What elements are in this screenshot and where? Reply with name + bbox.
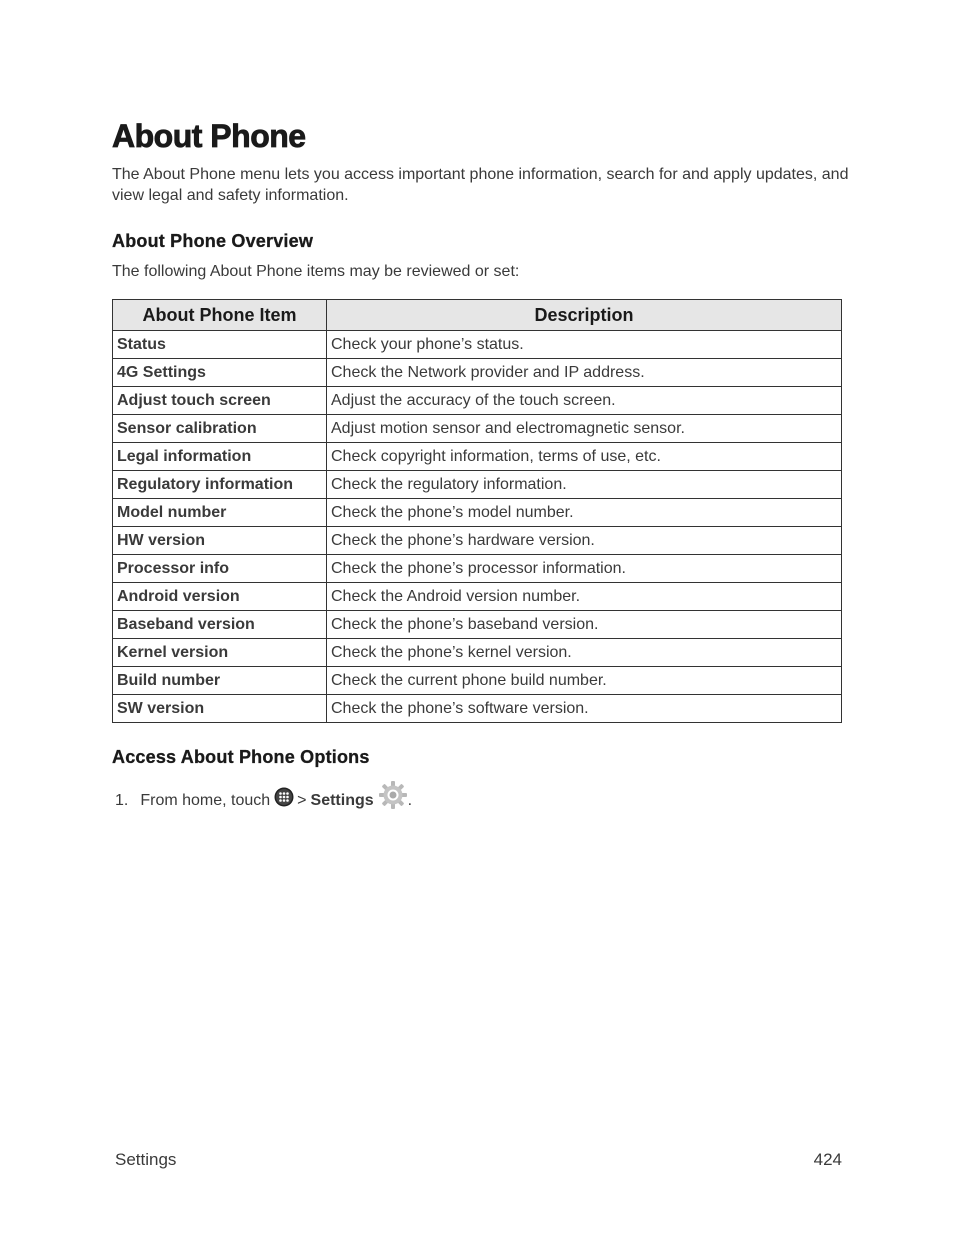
table-row (113, 471, 842, 499)
item-name-cell: Status (113, 331, 327, 359)
item-description-cell: Check the regulatory information. (327, 471, 842, 499)
item-name-cell: Model number (113, 499, 327, 527)
item-description-cell: Check the Android version number. (327, 583, 842, 611)
item-name-cell: Baseband version (113, 611, 327, 639)
table-row (113, 359, 842, 387)
table-header-row (113, 300, 842, 331)
table-row (113, 667, 842, 695)
item-description-cell: Adjust the accuracy of the touch screen. (327, 387, 842, 415)
step-number: 1. (115, 792, 129, 809)
item-name-cell: Kernel version (113, 639, 327, 667)
table-row (113, 527, 842, 555)
item-description-cell: Check the current phone build number. (327, 667, 842, 695)
item-description-cell: Check the phone’s model number. (327, 499, 842, 527)
table-row (113, 499, 842, 527)
item-name-cell: 4G Settings (113, 359, 327, 387)
step-1 (115, 786, 412, 816)
item-description-cell: Check the phone’s processor information. (327, 555, 842, 583)
item-description-cell: Check the phone’s software version. (327, 695, 842, 723)
table-row (113, 695, 842, 723)
table-body (113, 331, 842, 723)
about-phone-items-table (112, 299, 842, 723)
item-description-cell: Check the phone’s baseband version. (327, 611, 842, 639)
step-prefix-text: From home, touch (140, 792, 271, 809)
table-row (113, 639, 842, 667)
table-row (113, 583, 842, 611)
page-title: About Phone (112, 118, 306, 154)
item-name-cell: Adjust touch screen (113, 387, 327, 415)
table-row (113, 611, 842, 639)
overview-lead: The following About Phone items may be reviewed or set: (112, 263, 520, 280)
column-header-item: About Phone Item (113, 300, 327, 331)
item-description-cell: Check your phone’s status. (327, 331, 842, 359)
item-name-cell: Processor info (113, 555, 327, 583)
item-name-cell: SW version (113, 695, 327, 723)
table-row (113, 415, 842, 443)
step-suffix: . (407, 792, 413, 809)
step-separator: > (297, 792, 307, 809)
item-name-cell: Android version (113, 583, 327, 611)
table-row (113, 443, 842, 471)
item-description-cell: Check the Network provider and IP address. (327, 359, 842, 387)
item-name-cell: HW version (113, 527, 327, 555)
item-name-cell: Regulatory information (113, 471, 327, 499)
column-header-description: Description (327, 300, 842, 331)
gear-icon (378, 780, 408, 810)
footer-page-number: 424 (813, 1150, 842, 1169)
item-name-cell: Build number (113, 667, 327, 695)
intro-paragraph: The About Phone menu lets you access important phone information, search for and apply updates, and view legal and safety information. (112, 166, 849, 204)
table-row (113, 331, 842, 359)
apps-icon (274, 787, 294, 807)
item-description-cell: Check copyright information, terms of use, etc. (327, 443, 842, 471)
footer-section-name: Settings (115, 1150, 177, 1169)
item-description-cell: Check the phone’s hardware version. (327, 527, 842, 555)
access-heading: Access About Phone Options (112, 747, 370, 767)
item-name-cell: Sensor calibration (113, 415, 327, 443)
item-description-cell: Adjust motion sensor and electromagnetic sensor. (327, 415, 842, 443)
table-row (113, 387, 842, 415)
settings-label: Settings (310, 792, 374, 809)
item-description-cell: Check the phone’s kernel version. (327, 639, 842, 667)
overview-heading: About Phone Overview (112, 231, 314, 251)
item-name-cell: Legal information (113, 443, 327, 471)
table-row (113, 555, 842, 583)
